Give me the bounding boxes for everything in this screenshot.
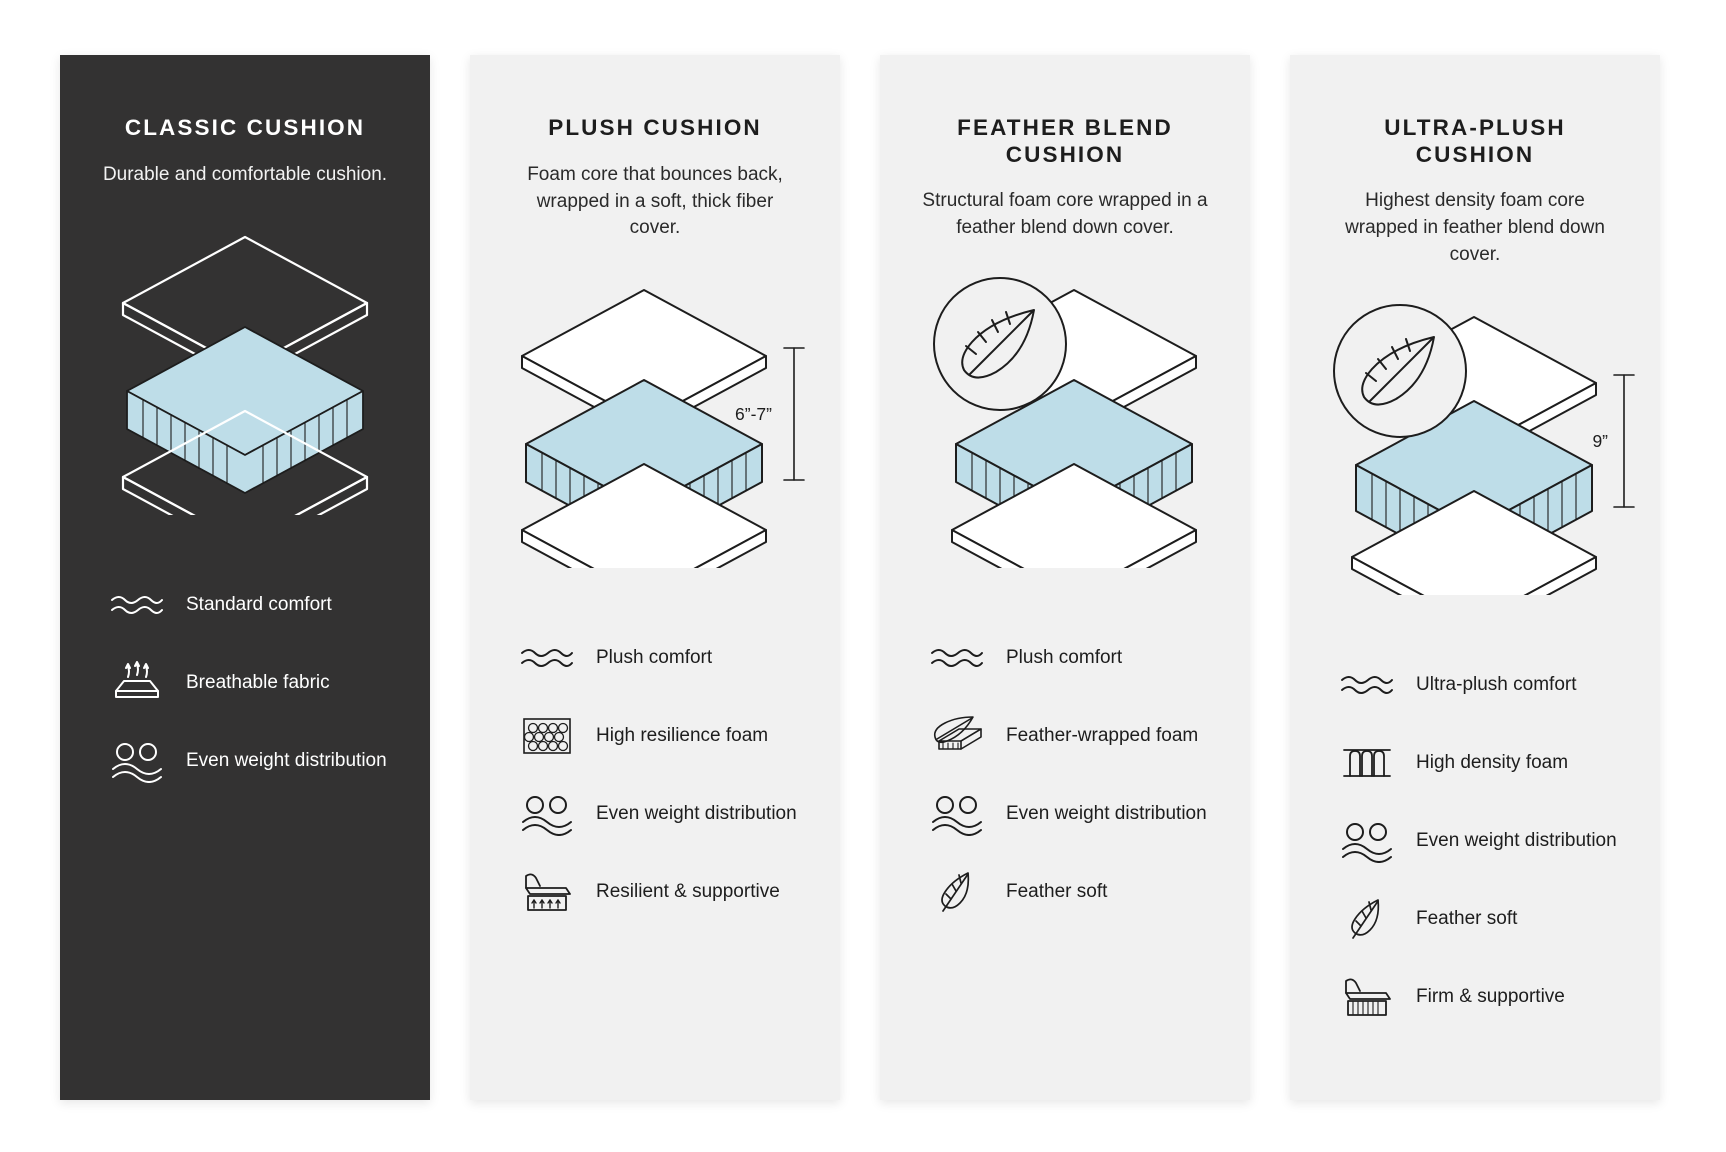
feature-label: Even weight distribution: [596, 803, 797, 825]
supportive-seat-icon: [516, 867, 578, 917]
exploded-cushion-illustration: [1324, 295, 1626, 625]
feather-wrapped-foam-icon: [926, 711, 988, 761]
exploded-cushion-illustration: [94, 215, 396, 545]
feature-list: [504, 632, 806, 918]
wave-comfort-icon: [1336, 660, 1398, 710]
wave-comfort-icon: [516, 633, 578, 683]
feature-label: Plush comfort: [596, 647, 713, 669]
weight-distribution-icon: [1336, 816, 1398, 866]
feature-item: [926, 866, 1208, 918]
feature-label: Even weight distribution: [186, 749, 387, 771]
weight-distribution-icon: [516, 789, 578, 839]
page-title: PLUSH CUSHION: [548, 115, 762, 140]
feature-item: [1336, 815, 1618, 867]
feature-label: Standard comfort: [186, 593, 332, 615]
feature-list: [94, 579, 396, 787]
feature-item: [106, 657, 388, 709]
feature-item: [926, 632, 1208, 684]
feature-label: Even weight distribution: [1006, 803, 1207, 825]
page-title: FEATHER BLEND CUSHION: [957, 115, 1173, 167]
card-feather-blend-cushion[interactable]: [880, 55, 1250, 1100]
feature-item: [926, 788, 1208, 840]
feature-label: High density foam: [1416, 752, 1569, 774]
feature-label: Ultra-plush comfort: [1416, 674, 1577, 696]
feather-icon: [926, 867, 988, 917]
high-density-foam-icon: [1336, 738, 1398, 788]
feature-item: [1336, 893, 1618, 945]
supportive-seat-icon: [1336, 972, 1398, 1022]
card-description: Durable and comfortable cushion.: [102, 163, 388, 185]
feature-item: [1336, 737, 1618, 789]
feature-label: Resilient & supportive: [596, 881, 780, 903]
feature-label: High resilience foam: [596, 725, 769, 747]
feature-list: [1324, 659, 1626, 1023]
feature-label: Feather soft: [1416, 908, 1518, 930]
honeycomb-foam-icon: [516, 711, 578, 761]
exploded-cushion-illustration: [504, 268, 806, 598]
feature-item: [1336, 971, 1618, 1023]
page-title: CLASSIC CUSHION: [124, 115, 366, 140]
feature-label: Feather-wrapped foam: [1006, 725, 1199, 747]
dimension-label: 6”-7”: [735, 404, 772, 425]
dimension-label: 9”: [1592, 431, 1608, 451]
exploded-cushion-illustration: [914, 268, 1216, 598]
card-plush-cushion[interactable]: [470, 55, 840, 1100]
wave-comfort-icon: [926, 633, 988, 683]
feature-label: Plush comfort: [1006, 647, 1123, 669]
page-title: ULTRA-PLUSH CUSHION: [1384, 115, 1566, 167]
feature-item: [1336, 659, 1618, 711]
feature-item: [106, 579, 388, 631]
card-ultra-plush-cushion[interactable]: [1290, 55, 1660, 1100]
card-description: Highest density foam core wrapped in feather blend down cover.: [1345, 190, 1605, 266]
weight-distribution-icon: [106, 736, 168, 786]
feature-item: [926, 710, 1208, 762]
card-description: Foam core that bounces back, wrapped in a soft, thick fiber cover.: [527, 163, 783, 239]
card-classic-cushion[interactable]: [60, 55, 430, 1100]
feature-label: Even weight distribution: [1416, 830, 1617, 852]
breathable-fabric-icon: [106, 658, 168, 708]
feature-item: [516, 866, 798, 918]
feature-label: Firm & supportive: [1416, 986, 1565, 1008]
feature-item: [106, 735, 388, 787]
feather-badge-icon: [1334, 305, 1466, 437]
feather-icon: [1336, 894, 1398, 944]
feature-item: [516, 632, 798, 684]
card-row: [60, 55, 1670, 1105]
weight-distribution-icon: [926, 789, 988, 839]
feature-item: [516, 788, 798, 840]
feature-list: [914, 632, 1216, 918]
feature-label: Breathable fabric: [186, 671, 330, 693]
card-description: Structural foam core wrapped in a feather blend down cover.: [922, 190, 1208, 239]
feature-label: Feather soft: [1006, 881, 1108, 903]
feature-item: [516, 710, 798, 762]
wave-comfort-icon: [106, 580, 168, 630]
feather-badge-icon: [934, 278, 1066, 410]
